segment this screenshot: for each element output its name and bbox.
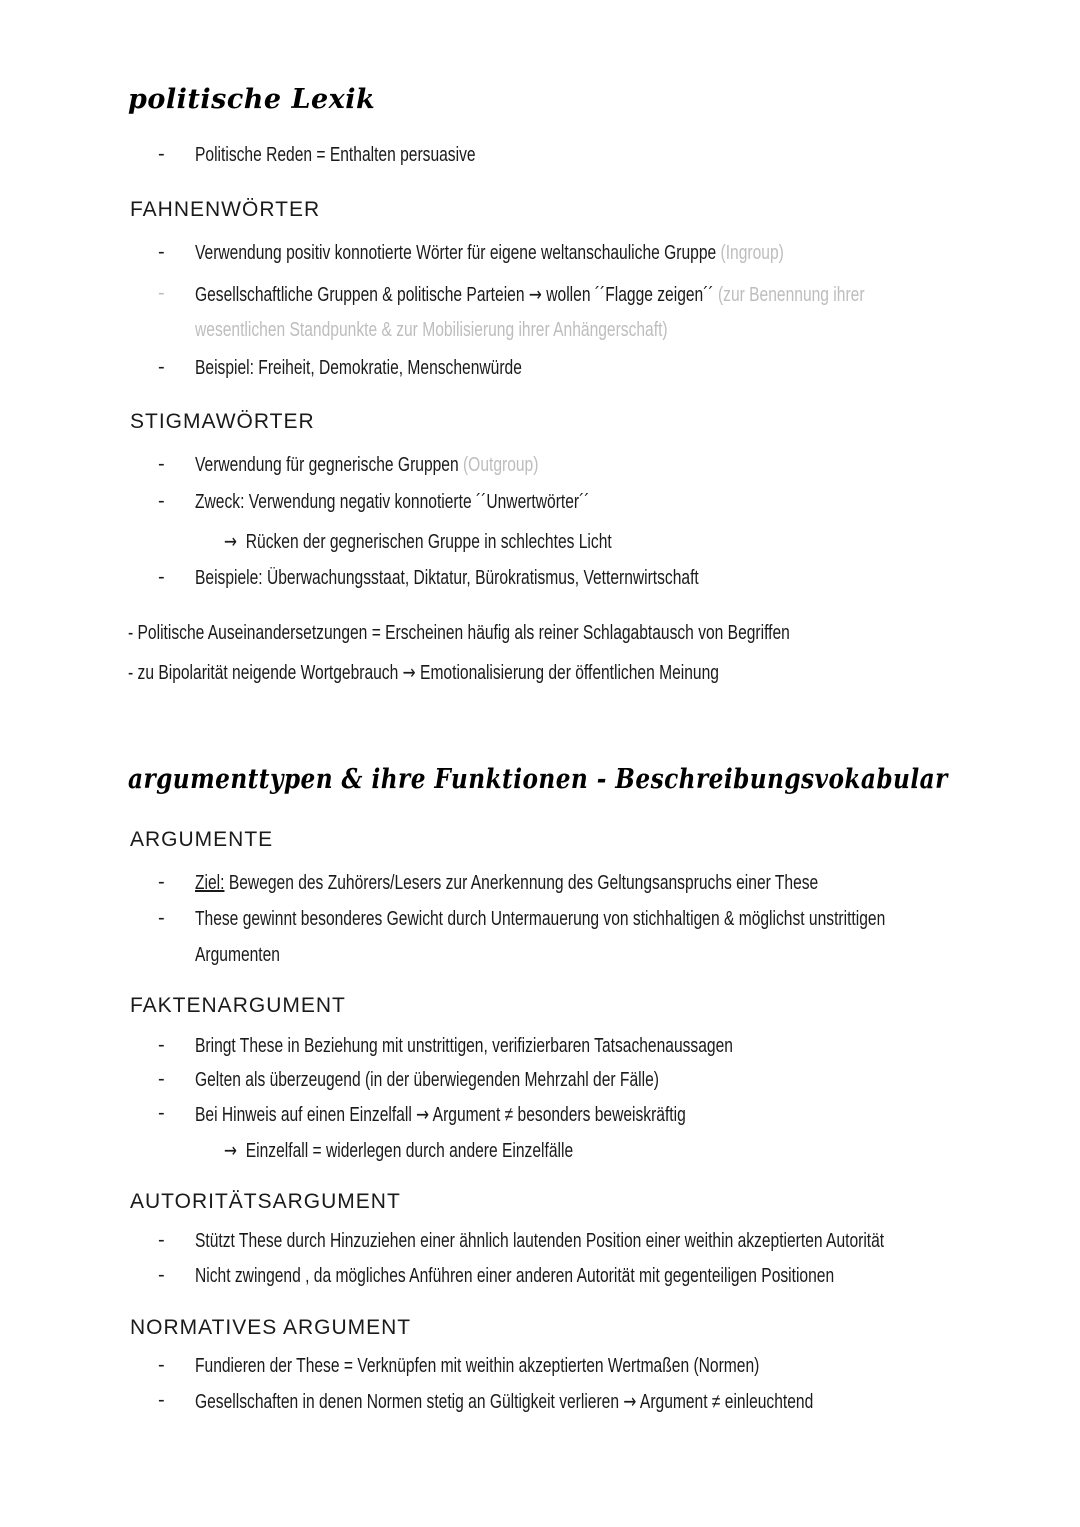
bullet-dash: - bbox=[158, 453, 165, 475]
bullet-dash: - bbox=[158, 143, 165, 165]
stigma-bullet-1: Verwendung für gegnerische Gruppen (Outgroup) bbox=[195, 454, 539, 476]
intro-line: Politische Reden = Enthalten persuasive bbox=[195, 144, 476, 166]
bullet-dash: - bbox=[158, 1229, 165, 1251]
fakten-sub-line: → Einzelfall = widerlegen durch andere Einzelfälle bbox=[224, 1138, 574, 1162]
fahnen-bullet-2: Gesellschaftliche Gruppen & politische Parteien → wollen ´´Flagge zeigen´´ (zur Benennung ihrer bbox=[195, 282, 865, 306]
autoritaet-bullet-1: Stützt These durch Hinzuziehen einer ähnlich lautenden Position einer weithin akzeptierten Autorität bbox=[195, 1230, 885, 1252]
fahnen-bullet-1: Verwendung positiv konnotierte Wörter für eigene weltanschauliche Gruppe (Ingroup) bbox=[195, 242, 784, 264]
paragraph-2: - zu Bipolarität neigende Wortgebrauch → Emotionalisierung der öffentlichen Meinung bbox=[128, 660, 719, 684]
autoritaet-bullet-2: Nicht zwingend , da mögliches Anführen einer anderen Autorität mit gegenteiligen Positionen bbox=[195, 1265, 835, 1287]
bullet-dash: - bbox=[158, 566, 165, 588]
heading-faktenargument: FAKTENARGUMENT bbox=[130, 994, 346, 1017]
paragraph-1: - Politische Auseinandersetzungen = Erscheinen häufig als reiner Schlagabtausch von Begriffen bbox=[128, 622, 790, 644]
section-title-argumenttypen: argumenttypen & ihre Funktionen - Beschreibungsvokabular bbox=[128, 764, 948, 795]
heading-normatives-argument: NORMATIVES ARGUMENT bbox=[130, 1316, 412, 1339]
bullet-dash: - bbox=[158, 241, 165, 263]
section-title-politische-lexik: politische Lexik bbox=[128, 84, 376, 115]
arrow-right-icon: → bbox=[224, 1138, 238, 1162]
fakten-bullet-2: Gelten als überzeugend (in der überwiegenden Mehrzahl der Fälle) bbox=[195, 1069, 659, 1091]
fakten-bullet-3: Bei Hinweis auf einen Einzelfall → Argument ≠ besonders beweiskräftig bbox=[195, 1102, 686, 1126]
heading-stigmawoerter: STIGMAWÖRTER bbox=[130, 410, 315, 433]
normativ-bullet-2: Gesellschaften in denen Normen stetig an Gültigkeit verlieren → Argument ≠ einleuchtend bbox=[195, 1389, 814, 1413]
stigma-bullet-2: Zweck: Verwendung negativ konnotierte ´´Unwertwörter´´ bbox=[195, 491, 590, 513]
argumente-bullet-1: Ziel: Bewegen des Zuhörers/Lesers zur Anerkennung des Geltungsanspruchs einer These bbox=[195, 872, 819, 894]
bullet-dash: - bbox=[158, 1034, 165, 1056]
bullet-dash: - bbox=[158, 1264, 165, 1286]
fahnen-bullet-3: Beispiel: Freiheit, Demokratie, Menschenwürde bbox=[195, 357, 522, 379]
fahnen-bullet-2-cont: wesentlichen Standpunkte & zur Mobilisierung ihrer Anhängerschaft) bbox=[195, 319, 668, 341]
fakten-bullet-1: Bringt These in Beziehung mit unstrittigen, verifizierbaren Tatsachenaussagen bbox=[195, 1035, 733, 1057]
bullet-dash: - bbox=[158, 907, 165, 929]
bullet-dash: - bbox=[158, 1068, 165, 1090]
stigma-bullet-3: Beispiele: Überwachungsstaat, Diktatur, Bürokratismus, Vetternwirtschaft bbox=[195, 567, 699, 589]
bullet-dash: - bbox=[158, 1102, 165, 1124]
heading-fahnenwoerter: FAHNENWÖRTER bbox=[130, 198, 321, 221]
argumente-bullet-2: These gewinnt besonderes Gewicht durch Untermauerung von stichhaltigen & möglichst unstrittigen bbox=[195, 908, 886, 930]
bullet-dash: - bbox=[158, 356, 165, 378]
heading-autoritaetsargument: AUTORITÄTSARGUMENT bbox=[130, 1190, 401, 1213]
arrow-right-icon: → bbox=[224, 529, 238, 553]
bullet-dash: - bbox=[158, 282, 165, 304]
bullet-dash: - bbox=[158, 1389, 165, 1411]
bullet-dash: - bbox=[158, 490, 165, 512]
normativ-bullet-1: Fundieren der These = Verknüpfen mit weithin akzeptierten Wertmaßen (Normen) bbox=[195, 1355, 760, 1377]
bullet-dash: - bbox=[158, 1354, 165, 1376]
stigma-sub-line: → Rücken der gegnerischen Gruppe in schlechtes Licht bbox=[224, 529, 612, 553]
heading-argumente: ARGUMENTE bbox=[130, 828, 274, 851]
arrow-right-icon: → bbox=[416, 1102, 430, 1126]
arrow-right-icon: → bbox=[528, 282, 542, 306]
arrow-right-icon: → bbox=[402, 660, 416, 684]
arrow-right-icon: → bbox=[623, 1389, 637, 1413]
argumente-bullet-2-cont: Argumenten bbox=[195, 944, 280, 966]
bullet-dash: - bbox=[158, 871, 165, 893]
